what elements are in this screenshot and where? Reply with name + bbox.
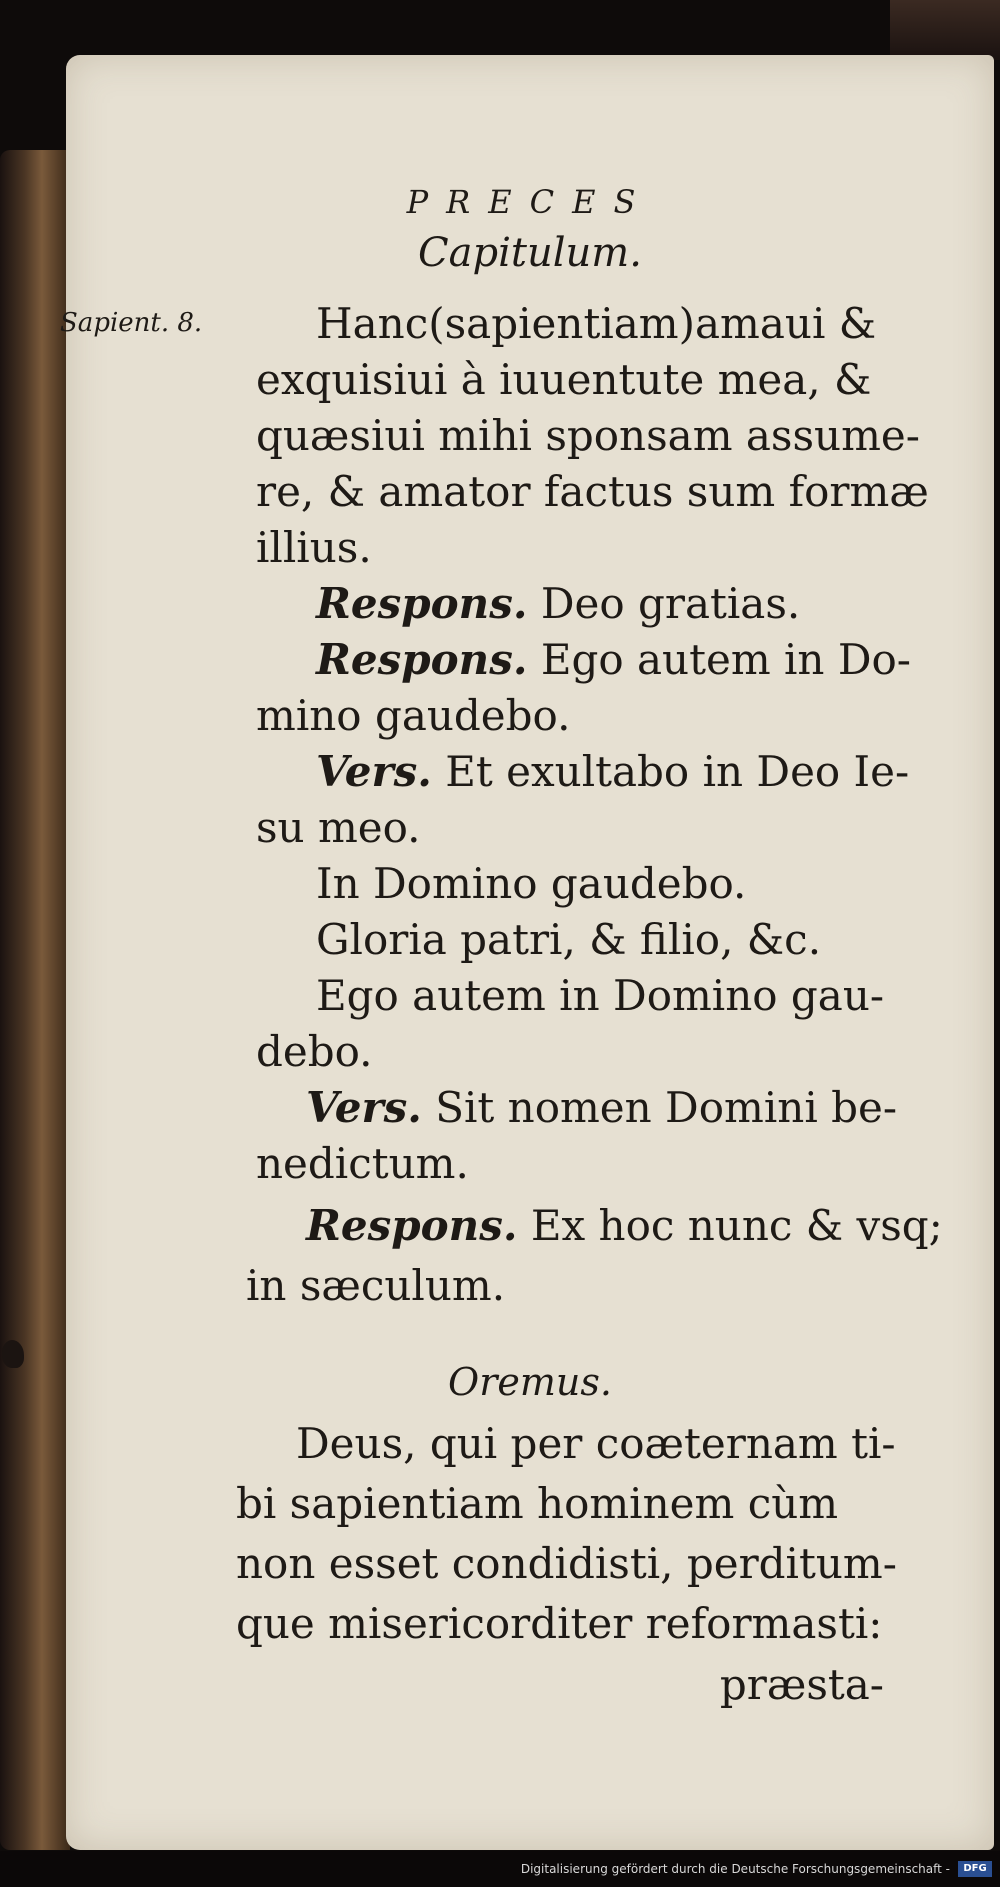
catchword: præsta- [719,1660,884,1709]
text-line: Respons. Ego autem in Do- [316,635,911,684]
text-line: Respons. Deo gratias. [316,579,801,628]
text-line: in sæculum. [246,1261,506,1310]
text-line: re, & amator factus sum formæ [256,467,929,516]
text-line: quæsiui mihi sponsam assume- [256,411,920,460]
prayer-line: non esset condidisti, perditum- [236,1539,897,1588]
dfg-logo: DFG [958,1861,992,1877]
digitization-footer: Digitalisierung gefördert durch die Deutsche Forschungsgemeinschaft - [0,1851,1000,1887]
book-cover-corner [890,0,1000,60]
text-line: exquisiui à iuuentute mea, & [256,355,872,404]
text-line: illius. [256,523,372,572]
prayer-line: bi sapientiam hominem cùm [236,1479,839,1528]
page-text [60,55,994,1850]
text-line: Hanc(sapientiam)amaui & [316,299,877,348]
text-line: Vers. Sit nomen Domini be- [306,1083,898,1132]
text-line: Gloria patri, & filio, &c. [316,915,822,964]
oremus-heading: Oremus. [448,1360,612,1404]
text-line: debo. [256,1027,373,1076]
text-line: nedictum. [256,1139,469,1188]
section-heading: Capitulum. [418,230,642,276]
text-line: su meo. [256,803,421,852]
prayer-line: que misericorditer reformasti: [236,1599,883,1648]
text-line: mino gaudebo. [256,691,571,740]
ink-mark [2,1340,24,1368]
text-line: Ego autem in Domino gau- [316,971,885,1020]
text-line: Respons. Ex hoc nunc & vsq; [306,1201,943,1250]
marginal-reference: Sapient. 8. [60,308,203,338]
running-header: PRECES [406,183,654,221]
text-line: Vers. Et exultabo in Deo Ie- [316,747,910,796]
book-spine [0,150,70,1850]
text-line: In Domino gaudebo. [316,859,747,908]
book-page [60,55,994,1850]
prayer-line: Deus, qui per coæternam ti- [296,1419,896,1468]
